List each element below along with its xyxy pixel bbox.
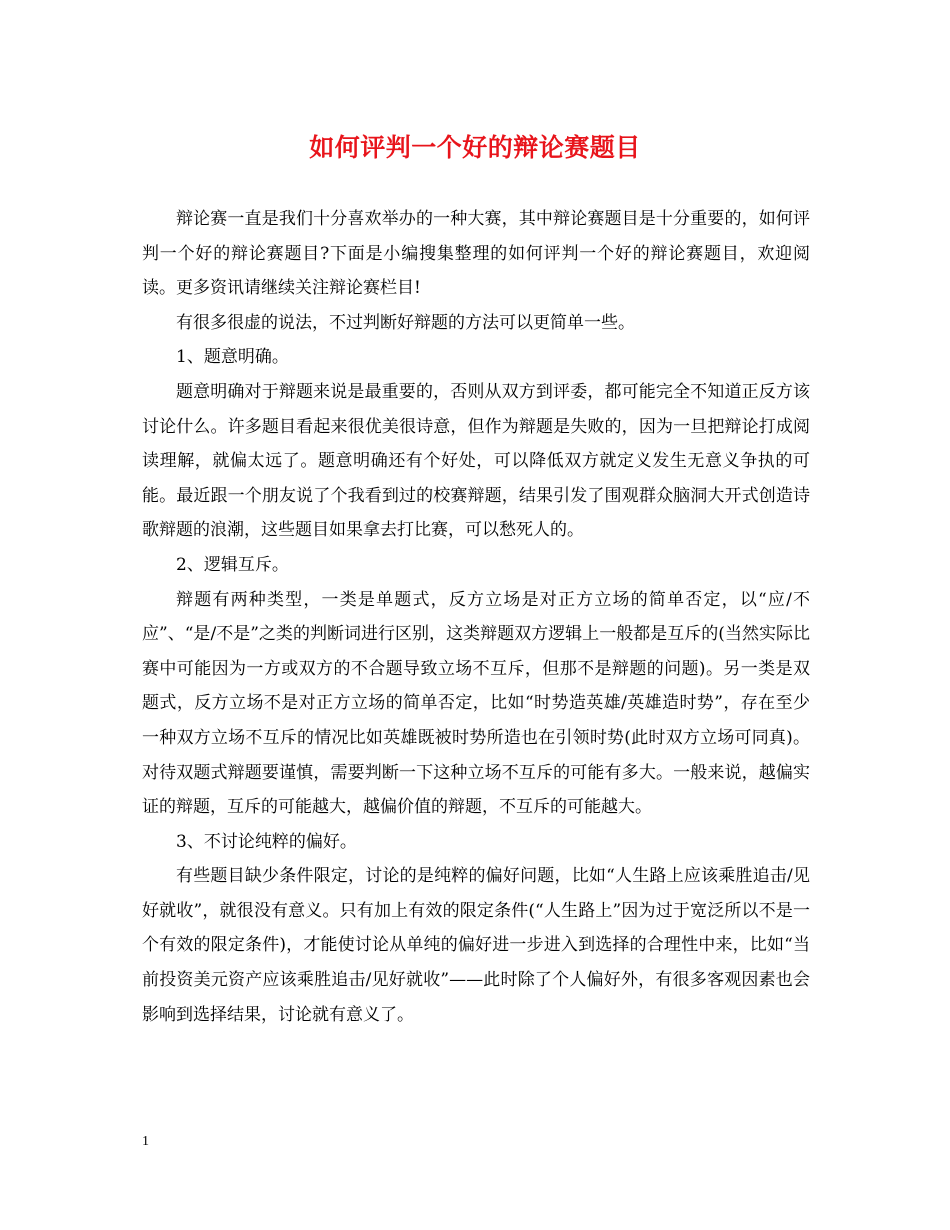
- paragraph-section-2: 辩题有两种类型，一类是单题式，反方立场是对正方立场的简单否定，以“应/不应”、“是/不是”之类的判断词进行区别，这类辩题双方逻辑上一般都是互斥的(当然实际比赛中可能因为一方或双方的不合题导致立场不互斥，但那不是辩题的问题)。另一类是双题式，反方立场不是对正方立场的简单否定，比如“时势造英雄/英雄造时势”，存在至少一种双方立场不互斥的情况比如英雄既被时势所造也在引领时势(此时双方立场可同真)。对待双题式辩题要谨慎，需要判断一下这种立场不互斥的可能有多大。一般来说，越偏实证的辩题，互斥的可能越大，越偏价值的辩题，不互斥的可能越大。: [142, 589, 810, 818]
- document-body: [142, 202, 810, 1032]
- section-heading-2: 2、逻辑互斥。: [176, 554, 289, 575]
- paragraph-intro: 辩论赛一直是我们十分喜欢举办的一种大赛，其中辩论赛题目是十分重要的，如何评判一个好的辩论赛题目?下面是小编搜集整理的如何评判一个好的辩论赛题目，欢迎阅读。更多资讯请继续关注辩论赛栏目!: [142, 209, 810, 299]
- page-number: 1: [142, 1134, 149, 1149]
- paragraph-section-3: 有些题目缺少条件限定，讨论的是纯粹的偏好问题，比如“人生路上应该乘胜追击/见好就收”，就很没有意义。只有加上有效的限定条件(“人生路上”因为过于宽泛所以不是一个有效的限定条件)，才能使讨论从单纯的偏好进一步进入到选择的合理性中来，比如“当前投资美元资产应该乘胜追击/见好就收”——此时除了个人偏好外，有很多客观因素也会影响到选择结果，讨论就有意义了。: [142, 866, 810, 1025]
- section-heading-3: 3、不讨论纯粹的偏好。: [176, 831, 357, 852]
- paragraph-section-1: 题意明确对于辩题来说是最重要的，否则从双方到评委，都可能完全不知道正反方该讨论什么。许多题目看起来很优美很诗意，但作为辩题是失败的，因为一旦把辩论打成阅读理解，就偏太远了。题意明确还有个好处，可以降低双方就定义发生无意义争执的可能。最近跟一个朋友说了个我看到过的校赛辩题，结果引发了围观群众脑洞大开式创造诗歌辩题的浪潮，这些题目如果拿去打比赛，可以愁死人的。: [142, 381, 810, 541]
- paragraph-lead: 有很多很虚的说法，不过判断好辩题的方法可以更简单一些。: [176, 312, 635, 333]
- document-title: 如何评判一个好的辩论赛题目: [309, 133, 641, 162]
- section-heading-1: 1、题意明确。: [176, 347, 289, 368]
